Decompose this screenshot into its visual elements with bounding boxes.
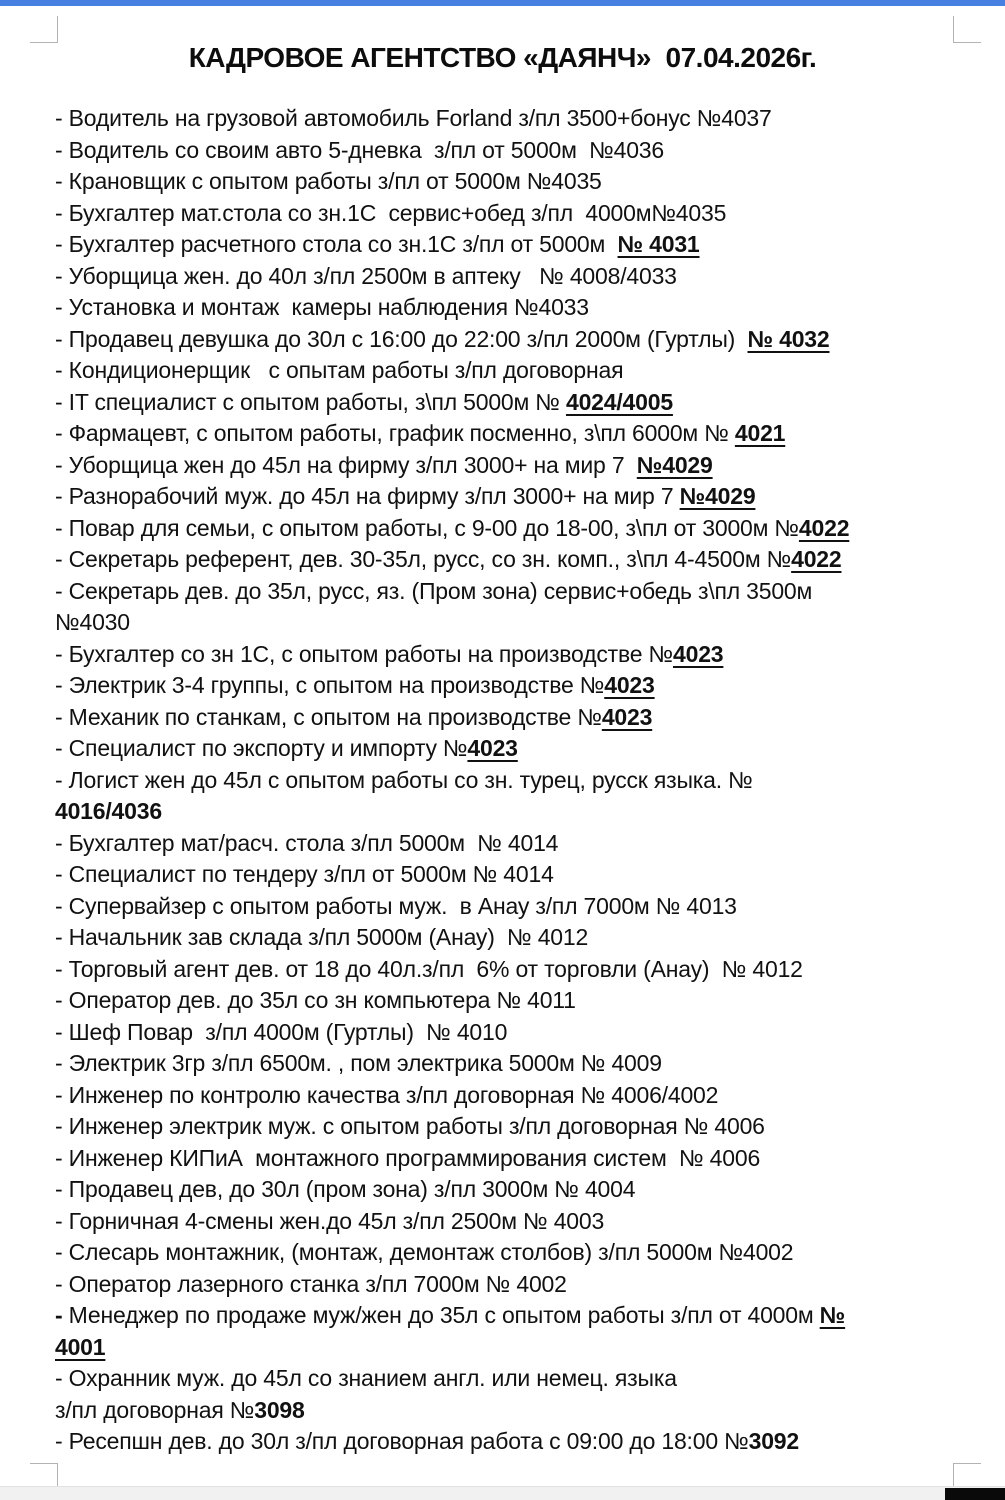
job-text-segment: - Бухгалтер со зн 1С, с опытом работы на производстве № — [55, 640, 674, 667]
page-title: КАДРОВОЕ АГЕНТСТВО «ДАЯНЧ» 07.04.2026г. — [188, 42, 817, 73]
job-number-highlight: - — [55, 1302, 69, 1328]
job-listing-line — [55, 765, 979, 797]
job-listing-line — [55, 135, 979, 167]
job-text-segment: №4030 — [55, 609, 130, 635]
job-text-segment: - Торговый агент дев. от 18 до 40л.з/пл 6% от торговли (Анау) № 4012 — [55, 955, 803, 982]
job-listing-line — [55, 1048, 979, 1080]
job-text-segment: - Фармацевт, с опытом работы, график посменно, з\пл 6000м № — [55, 420, 735, 446]
job-listing-line — [55, 1426, 979, 1458]
job-text-segment: - IT специалист с опытом работы, з\пл 5000м № — [55, 388, 566, 415]
job-listing-line — [55, 1017, 979, 1049]
job-listing-line — [55, 1080, 979, 1112]
job-listing-line — [55, 733, 979, 765]
page-margin-mark-top-left — [30, 16, 58, 43]
top-accent-bar — [0, 0, 1005, 6]
job-listing-line — [55, 292, 979, 324]
job-listing-line — [55, 324, 979, 356]
job-text-segment: - Шеф Повар з/пл 4000м (Гуртлы) № 4010 — [55, 1018, 508, 1045]
job-listing-line — [55, 1143, 979, 1175]
job-listing-line — [55, 166, 979, 198]
job-text-segment: - Кондиционерщик с опытам работы з/пл договорная — [55, 357, 624, 383]
job-text-segment: - Специалист по экспорту и импорту № — [55, 735, 468, 761]
job-listing-line — [55, 450, 979, 482]
job-text-segment: - Электрик 3-4 группы, с опытом на производстве № — [55, 672, 605, 698]
job-listing-line — [55, 702, 979, 734]
job-listing-line — [55, 513, 979, 545]
job-listing-line — [55, 387, 979, 419]
job-text-segment: - Ресепшн дев. до 30л з/пл договорная работа с 09:00 до 18:00 № — [55, 1428, 749, 1454]
job-number-highlight: 4022 — [791, 546, 842, 572]
job-text-segment: - Инженер КИПиА монтажного программирования систем № 4006 — [55, 1144, 761, 1171]
job-listing-line — [55, 1174, 979, 1206]
bottom-bar — [0, 1486, 1005, 1500]
job-text-segment: - Оператор дев. до 35л со зн компьютера № 4011 — [55, 987, 576, 1013]
job-listing-line — [55, 1300, 979, 1332]
job-number-highlight: №4029 — [636, 451, 713, 478]
job-text-segment: - Разнорабочий муж. до 45л на фирму з/пл 3000+ на мир 7 — [55, 483, 680, 509]
job-listing-line — [55, 544, 979, 576]
job-listing-line — [55, 481, 979, 513]
job-listing-line — [55, 1395, 979, 1427]
job-text-segment: - Инженер по контролю качества з/пл договорная № 4006/4002 — [55, 1081, 719, 1108]
job-text-segment: - Начальник зав склада з/пл 5000м (Анау) № 4012 — [55, 924, 589, 950]
job-listing-line — [55, 607, 979, 639]
job-text-segment: - Продавец дев, до 30л (пром зона) з/пл 3000м № 4004 — [55, 1176, 636, 1202]
job-text-segment: - Бухгалтер расчетного стола со зн.1С з/пл от 5000м — [55, 231, 618, 257]
job-text-segment: з/пл договорная № — [55, 1396, 255, 1423]
bottom-right-block — [945, 1488, 1005, 1500]
job-text-segment: - Повар для семьи, с опытом работы, с 9-00 до 18-00, з\пл от 3000м № — [55, 514, 799, 541]
job-listing-line — [55, 229, 979, 261]
job-number-highlight: 4023 — [467, 735, 518, 761]
job-text-segment: - Оператор лазерного станка з/пл 7000м № 4002 — [55, 1270, 567, 1297]
job-text-segment: - Секретарь дев. до 35л, русс, яз. (Пром зона) сервис+обедь з\пл 3500м — [55, 577, 813, 604]
job-text-segment: - Секретарь референт, дев. 30-35л, русс, со зн. комп., з\пл 4-4500м № — [55, 546, 792, 572]
job-number-highlight: 3098 — [254, 1396, 305, 1423]
job-listing-line — [55, 1332, 979, 1364]
job-listing-line — [55, 954, 979, 986]
job-text-segment: - Бухгалтер мат/расч. стола з/пл 5000м № 4014 — [55, 829, 559, 856]
job-text-segment: - Уборщица жен. до 40л з/пл 2500м в аптеку № 4008/4033 — [55, 262, 677, 289]
job-number-highlight: № 4031 — [617, 231, 700, 257]
job-listing-line — [55, 1363, 979, 1395]
job-listing-line — [55, 1206, 979, 1238]
job-number-highlight: № — [819, 1302, 846, 1328]
job-text-segment: - Супервайзер с опытом работы муж. в Анау з/пл 7000м № 4013 — [55, 892, 737, 919]
page-margin-mark-top-right — [953, 16, 981, 43]
job-number-highlight: № 4032 — [747, 325, 830, 352]
job-number-highlight: 4023 — [604, 672, 655, 698]
job-text-segment: - Бухгалтер мат.стола со зн.1С сервис+обед з/пл 4000м№4035 — [55, 199, 727, 226]
job-text-segment: - Инженер электрик муж. с опытом работы з/пл договорная № 4006 — [55, 1113, 765, 1139]
job-number-highlight: 3092 — [748, 1428, 799, 1454]
job-number-highlight: 4001 — [55, 1333, 106, 1360]
job-text-segment: - Продавец девушка до 30л с 16:00 до 22:00 з/пл 2000м (Гуртлы) — [55, 325, 748, 352]
job-listing-line — [55, 261, 979, 293]
job-listing-line — [55, 639, 979, 671]
job-text-segment: Менеджер по продаже муж/жен до 35л с опытом работы з/пл от 4000м — [68, 1302, 820, 1328]
job-text-segment: - Уборщица жен до 45л на фирму з/пл 3000+ на мир 7 — [55, 451, 637, 478]
job-listing-line — [55, 922, 979, 954]
job-listing-line — [55, 1237, 979, 1269]
job-listing-line — [55, 670, 979, 702]
job-listing-line — [55, 418, 979, 450]
job-number-highlight: 4016/4036 — [55, 798, 162, 824]
job-text-segment: - Специалист по тендеру з/пл от 5000м № 4014 — [55, 861, 554, 887]
job-text-segment: - Слесарь монтажник, (монтаж, демонтаж столбов) з/пл 5000м №4002 — [55, 1239, 794, 1265]
job-listing-line — [55, 859, 979, 891]
job-listing-line — [55, 1111, 979, 1143]
job-listing-line — [55, 1269, 979, 1301]
job-text-segment: - Горничная 4-смены жен.до 45л з/пл 2500м № 4003 — [55, 1207, 605, 1234]
job-text-segment: - Логист жен до 45л с опытом работы со зн. турец, русск языка. № — [55, 766, 753, 793]
job-text-segment: - Водитель со своим авто 5-дневка з/пл от 5000м №4036 — [55, 136, 664, 163]
job-text-segment: - Электрик 3гр з/пл 6500м. , пом электрика 5000м № 4009 — [55, 1050, 662, 1076]
job-text-segment: - Установка и монтаж камеры наблюдения №4033 — [55, 294, 589, 320]
job-number-highlight: 4023 — [673, 640, 724, 667]
job-number-highlight: 4024/4005 — [565, 388, 673, 415]
job-text-segment: - Охранник муж. до 45л со знанием англ. или немец. языка — [55, 1365, 677, 1391]
job-number-highlight: №4029 — [679, 483, 756, 509]
job-listing-line — [55, 828, 979, 860]
job-text-segment: - Водитель на грузовой автомобиль Forland з/пл 3500+бонус №4037 — [55, 105, 772, 131]
job-number-highlight: 4021 — [734, 420, 786, 446]
job-listing-line — [55, 891, 979, 923]
job-listing-line — [55, 103, 979, 135]
job-listing-line — [55, 796, 979, 828]
job-text-segment: - Механик по станкам, с опытом на производстве № — [55, 703, 602, 730]
job-number-highlight: 4022 — [798, 514, 850, 541]
job-listing-line — [55, 355, 979, 387]
job-text-segment: - Крановщик с опытом работы з/пл от 5000м №4035 — [55, 168, 602, 194]
job-listing-line — [55, 576, 979, 608]
job-list — [55, 103, 979, 1458]
job-number-highlight: 4023 — [601, 703, 653, 730]
job-listing-line — [55, 198, 979, 230]
job-listing-line — [55, 985, 979, 1017]
